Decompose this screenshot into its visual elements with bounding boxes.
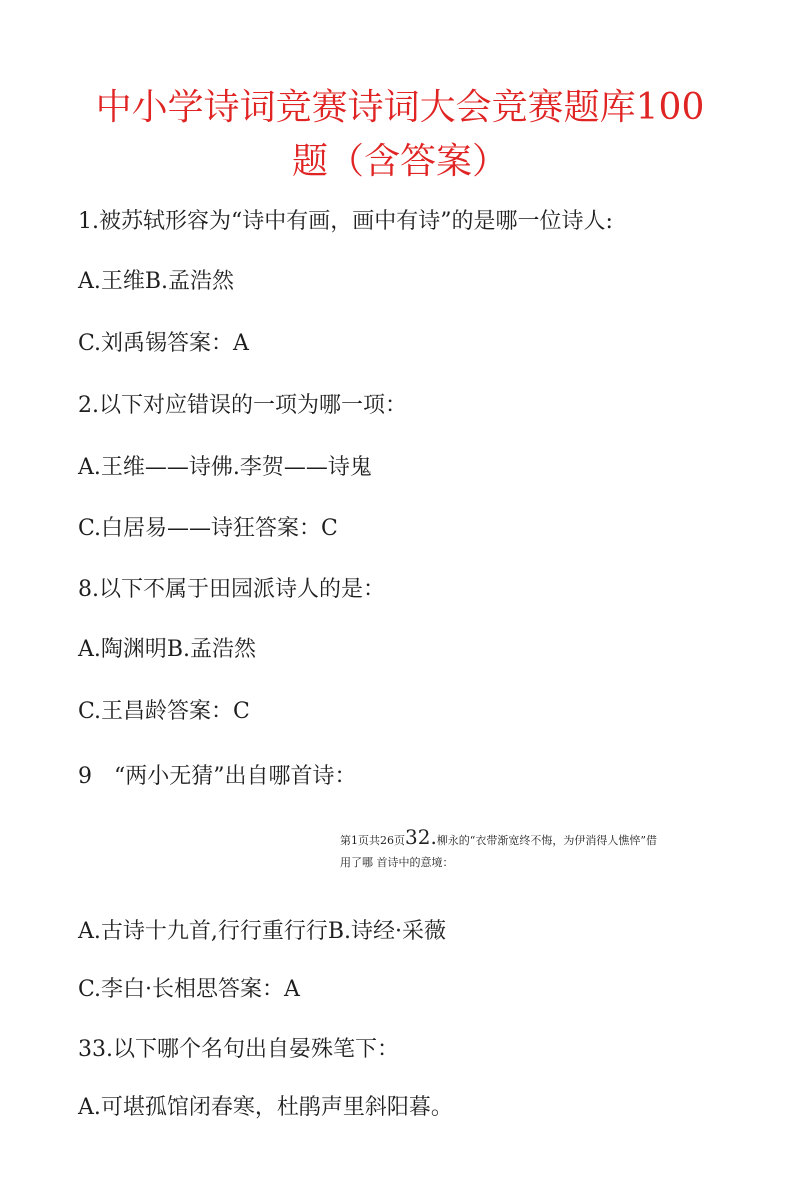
- document-title-line-2: 题（含答案）: [291, 141, 508, 182]
- question-2-option-ab: A.王维——诗佛.李贺——诗鬼: [78, 455, 372, 480]
- question-32-text-line-1: 柳永的“衣带渐宽终不悔，为伊消得人憔悴”借: [436, 834, 658, 847]
- question-33: 33.以下哪个名句出自晏殊笔下：: [78, 1037, 399, 1062]
- question-1-option-ab: A.王维B.孟浩然: [78, 269, 235, 294]
- question-9-option-c-answer: C.李白·长相思答案：A: [78, 977, 300, 1002]
- question-8: 8.以下不属于田园派诗人的是：: [78, 577, 385, 602]
- question-1: 1.被苏轼形容为“诗中有画，画中有诗”的是哪一位诗人:: [78, 209, 613, 234]
- question-32-number: 32.: [405, 825, 437, 849]
- document-title-line-1: 中小学诗词竞赛诗词大会竞赛题库100: [95, 87, 705, 128]
- question-9-option-ab: A.古诗十九首,行行重行行B.诗经·采薇: [78, 919, 447, 944]
- question-1-option-c-answer: C.刘禹锡答案：A: [78, 331, 249, 356]
- question-8-option-c-answer: C.王昌龄答案：C: [78, 699, 250, 724]
- question-2-option-c-answer: C.白居易——诗狂答案：C: [78, 516, 338, 541]
- question-32-text-line-2: 用了哪 首诗中的意境：: [340, 856, 454, 869]
- question-9: 9 “两小无猜”出自哪首诗：: [78, 764, 357, 789]
- question-8-option-ab: A.陶渊明B.孟浩然: [78, 637, 257, 662]
- page-number: 第1页共26页: [340, 834, 405, 847]
- question-2: 2.以下对应错误的一项为哪一项：: [78, 393, 407, 418]
- page-footer: [340, 826, 720, 874]
- question-33-option-a: A.可堪孤馆闭春寒，杜鹃声里斜阳暮。: [78, 1095, 453, 1120]
